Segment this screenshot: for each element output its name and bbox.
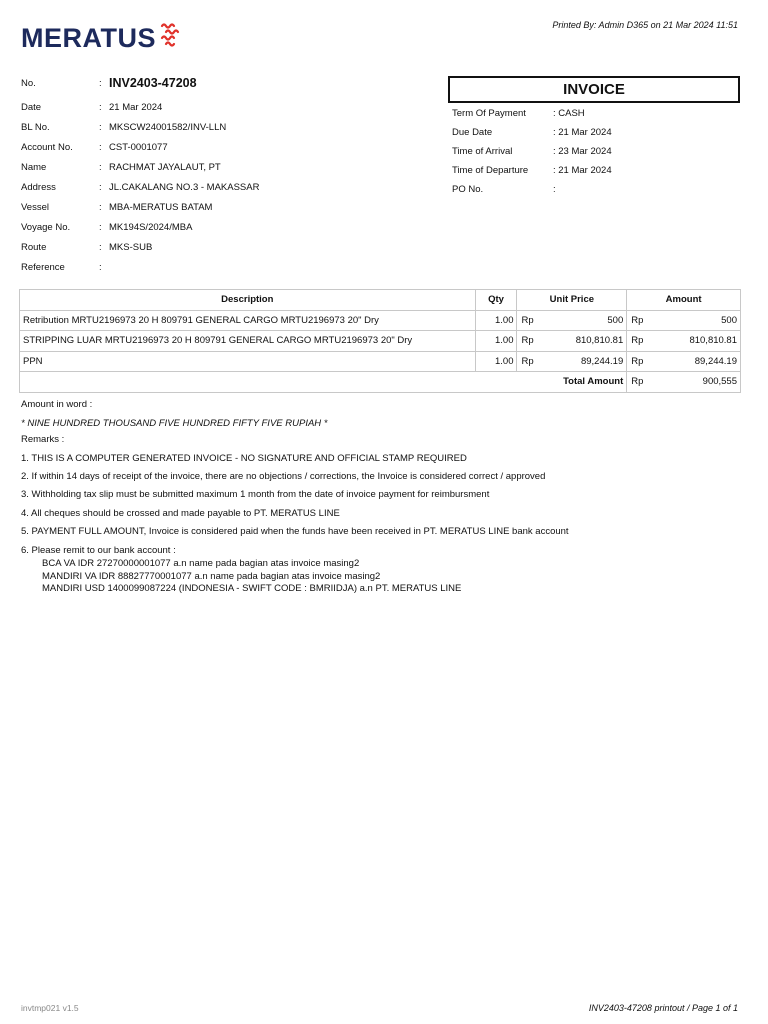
invoice-number-label: No. <box>21 78 36 89</box>
page-info: INV2403-47208 printout / Page 1 of 1 <box>588 1003 738 1013</box>
remark-item: 5. PAYMENT FULL AMOUNT, Invoice is considered paid when the funds have been received in PT. MERATUS LINE bank account <box>21 526 569 537</box>
info-row-date <box>21 102 441 122</box>
table-header-row <box>20 290 741 311</box>
colon: : <box>99 262 102 273</box>
field-label: Time of Departure <box>452 165 529 176</box>
template-version: invtmp021 v1.5 <box>21 1003 79 1013</box>
colon: : <box>99 162 102 173</box>
cell-currency: Rp <box>627 331 649 352</box>
colon: : <box>99 202 102 213</box>
bank-account: MANDIRI VA IDR 88827770001077 a.n name pada bagian atas invoice masing2 <box>42 571 381 582</box>
cell-amount: 810,810.81 <box>649 331 741 352</box>
field-value: RACHMAT JAYALAUT, PT <box>109 162 221 173</box>
info-row-po-no <box>452 184 742 203</box>
cell-qty: 1.00 <box>475 351 517 372</box>
company-logo <box>21 22 181 54</box>
cell-currency: Rp <box>517 310 539 331</box>
colon: : <box>99 142 102 153</box>
info-row-address <box>21 182 441 202</box>
remark-item: 6. Please remit to our bank account : <box>21 545 176 556</box>
field-label: PO No. <box>452 184 484 195</box>
col-header-amount: Amount <box>627 290 741 311</box>
cell-unit-price: 810,810.81 <box>539 331 627 352</box>
field-value: : CASH <box>553 108 585 119</box>
amount-in-word-label: Amount in word : <box>21 399 93 410</box>
colon: : <box>99 122 102 133</box>
payment-info <box>452 108 742 203</box>
total-amount-label: Total Amount <box>20 372 627 393</box>
invoice-title: INVOICE <box>448 76 740 103</box>
info-row-time-of-arrival <box>452 146 742 165</box>
field-value: : 21 Mar 2024 <box>553 127 612 138</box>
amount-in-word: * NINE HUNDRED THOUSAND FIVE HUNDRED FIFTY FIVE RUPIAH * <box>21 418 328 429</box>
cell-description: STRIPPING LUAR MRTU2196973 20 H 809791 GENERAL CARGO MRTU2196973 20" Dry <box>20 331 476 352</box>
field-label: Term Of Payment <box>452 108 526 119</box>
cell-amount: 89,244.19 <box>649 351 741 372</box>
cell-currency: Rp <box>517 351 539 372</box>
cell-unit-price: 89,244.19 <box>539 351 627 372</box>
logo-text: MERATUS <box>21 22 156 53</box>
info-row-time-of-departure <box>452 165 742 184</box>
field-label: Account No. <box>21 142 73 153</box>
colon: : <box>99 78 102 89</box>
invoice-items-table <box>19 289 741 393</box>
field-label: Name <box>21 162 47 173</box>
bank-account: MANDIRI USD 1400099087224 (INDONESIA - SWIFT CODE : BMRIIDJA) a.n PT. MERATUS LINE <box>42 583 462 594</box>
remarks-label: Remarks : <box>21 434 65 445</box>
field-label: BL No. <box>21 122 50 133</box>
info-row-bl-no <box>21 122 441 142</box>
field-value: : 23 Mar 2024 <box>553 146 612 157</box>
field-value: : 21 Mar 2024 <box>553 165 612 176</box>
cell-currency: Rp <box>517 331 539 352</box>
field-label: Reference <box>21 262 65 273</box>
info-row-name <box>21 162 441 182</box>
invoice-header-info <box>21 78 441 282</box>
remark-item: 1. THIS IS A COMPUTER GENERATED INVOICE - NO SIGNATURE AND OFFICIAL STAMP REQUIRED <box>21 453 467 464</box>
field-label: Date <box>21 102 42 113</box>
invoice-number-row <box>21 78 441 98</box>
colon: : <box>99 182 102 193</box>
table-row <box>20 351 741 372</box>
field-value: MKSCW24001582/INV-LLN <box>109 122 227 133</box>
cell-description: Retribution MRTU2196973 20 H 809791 GENERAL CARGO MRTU2196973 20" Dry <box>20 310 476 331</box>
field-label: Voyage No. <box>21 222 71 233</box>
logo-wave-icon <box>159 22 181 48</box>
cell-currency: Rp <box>627 310 649 331</box>
table-row <box>20 331 741 352</box>
info-row-account-no <box>21 142 441 162</box>
field-value: CST-0001077 <box>109 142 168 153</box>
field-label: Time of Arrival <box>452 146 513 157</box>
field-value: MBA-MERATUS BATAM <box>109 202 213 213</box>
info-row-reference <box>21 262 441 282</box>
invoice-number: INV2403-47208 <box>109 76 197 90</box>
info-row-route <box>21 242 441 262</box>
bank-account: BCA VA IDR 27270000001077 a.n name pada bagian atas invoice masing2 <box>42 558 360 569</box>
cell-qty: 1.00 <box>475 310 517 331</box>
printed-by: Printed By: Admin D365 on 21 Mar 2024 11:51 <box>552 20 738 30</box>
col-header-unit-price: Unit Price <box>517 290 627 311</box>
colon: : <box>99 222 102 233</box>
field-value: : <box>553 184 556 195</box>
field-value: MK194S/2024/MBA <box>109 222 193 233</box>
field-label: Due Date <box>452 127 493 138</box>
remark-item: 4. All cheques should be crossed and made payable to PT. MERATUS LINE <box>21 508 340 519</box>
cell-qty: 1.00 <box>475 331 517 352</box>
field-value: MKS-SUB <box>109 242 153 253</box>
cell-unit-price: 500 <box>539 310 627 331</box>
field-value: JL.CAKALANG NO.3 - MAKASSAR <box>109 182 260 193</box>
field-label: Address <box>21 182 56 193</box>
remark-item: 3. Withholding tax slip must be submitted maximum 1 month from the date of invoice payment for reimbursment <box>21 489 490 500</box>
info-row-due-date <box>452 127 742 146</box>
info-row-voyage-no <box>21 222 441 242</box>
field-value: 21 Mar 2024 <box>109 102 163 113</box>
info-row-vessel <box>21 202 441 222</box>
col-header-qty: Qty <box>475 290 517 311</box>
col-header-description: Description <box>20 290 476 311</box>
cell-currency: Rp <box>627 351 649 372</box>
field-label: Route <box>21 242 47 253</box>
total-amount: 900,555 <box>649 372 741 393</box>
table-total-row <box>20 372 741 393</box>
colon: : <box>99 242 102 253</box>
field-label: Vessel <box>21 202 49 213</box>
colon: : <box>99 102 102 113</box>
info-row-term-of-payment <box>452 108 742 127</box>
table-row <box>20 310 741 331</box>
cell-description: PPN <box>20 351 476 372</box>
cell-currency: Rp <box>627 372 649 393</box>
cell-amount: 500 <box>649 310 741 331</box>
remark-item: 2. If within 14 days of receipt of the invoice, there are no objections / corrections, the Invoice is considered correct / approved <box>21 471 546 482</box>
